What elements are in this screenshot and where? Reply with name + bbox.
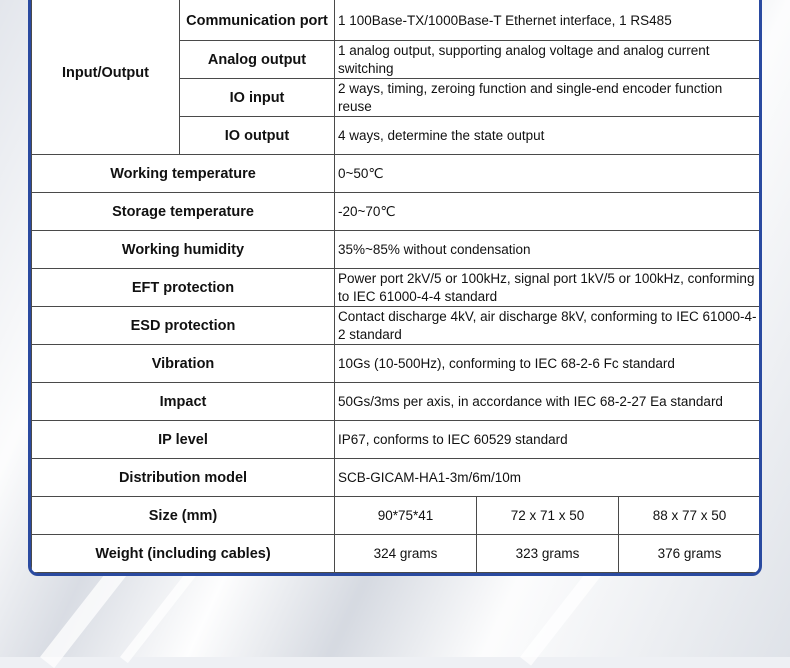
row-label: Analog output xyxy=(180,41,335,79)
table-row xyxy=(32,231,761,269)
table-row xyxy=(32,0,761,41)
row-label: Distribution model xyxy=(32,459,335,497)
table-row xyxy=(32,535,761,573)
row-label: Working temperature xyxy=(32,155,335,193)
row-value: 0~50℃ xyxy=(335,155,761,193)
row-value: Contact discharge 4kV, air discharge 8kV, conforming to IEC 61000-4-2 standard xyxy=(335,307,761,345)
row-value: 4 ways, determine the state output xyxy=(335,117,761,155)
row-value: 50Gs/3ms per axis, in accordance with IEC 68-2-27 Ea standard xyxy=(335,383,761,421)
row-value: Power port 2kV/5 or 100kHz, signal port 1kV/5 or 100kHz, conforming to IEC 61000-4-4 standard xyxy=(335,269,761,307)
spec-table xyxy=(31,0,761,573)
row-label: Storage temperature xyxy=(32,193,335,231)
row-label: Vibration xyxy=(32,345,335,383)
table-row xyxy=(32,421,761,459)
row-label: Working humidity xyxy=(32,231,335,269)
row-value: 1 100Base-TX/1000Base-T Ethernet interface, 1 RS485 xyxy=(335,0,761,41)
table-row xyxy=(32,307,761,345)
row-label: Impact xyxy=(32,383,335,421)
table-row xyxy=(32,459,761,497)
row-label: ESD protection xyxy=(32,307,335,345)
size-value: 88 x 77 x 50 xyxy=(619,497,761,535)
table-row xyxy=(32,383,761,421)
row-value: 2 ways, timing, zeroing function and single-end encoder function reuse xyxy=(335,79,761,117)
table-row xyxy=(32,497,761,535)
size-value: 72 x 71 x 50 xyxy=(477,497,619,535)
size-value: 90*75*41 xyxy=(335,497,477,535)
row-label: Communication port xyxy=(180,0,335,41)
row-label: EFT protection xyxy=(32,269,335,307)
table-row xyxy=(32,345,761,383)
row-label: IO output xyxy=(180,117,335,155)
row-value: 10Gs (10-500Hz), conforming to IEC 68-2-6 Fc standard xyxy=(335,345,761,383)
weight-label: Weight (including cables) xyxy=(32,535,335,573)
row-label: IP level xyxy=(32,421,335,459)
weight-value: 323 grams xyxy=(477,535,619,573)
table-row xyxy=(32,269,761,307)
row-value: SCB-GICAM-HA1-3m/6m/10m xyxy=(335,459,761,497)
size-label: Size (mm) xyxy=(32,497,335,535)
row-label: IO input xyxy=(180,79,335,117)
row-value: -20~70℃ xyxy=(335,193,761,231)
row-value: 35%~85% without condensation xyxy=(335,231,761,269)
row-value: 1 analog output, supporting analog voltage and analog current switching xyxy=(335,41,761,79)
io-group-label: Input/Output xyxy=(32,0,180,155)
table-row xyxy=(32,193,761,231)
spec-card xyxy=(28,0,762,576)
weight-value: 376 grams xyxy=(619,535,761,573)
row-value: IP67, conforms to IEC 60529 standard xyxy=(335,421,761,459)
weight-value: 324 grams xyxy=(335,535,477,573)
table-row xyxy=(32,155,761,193)
